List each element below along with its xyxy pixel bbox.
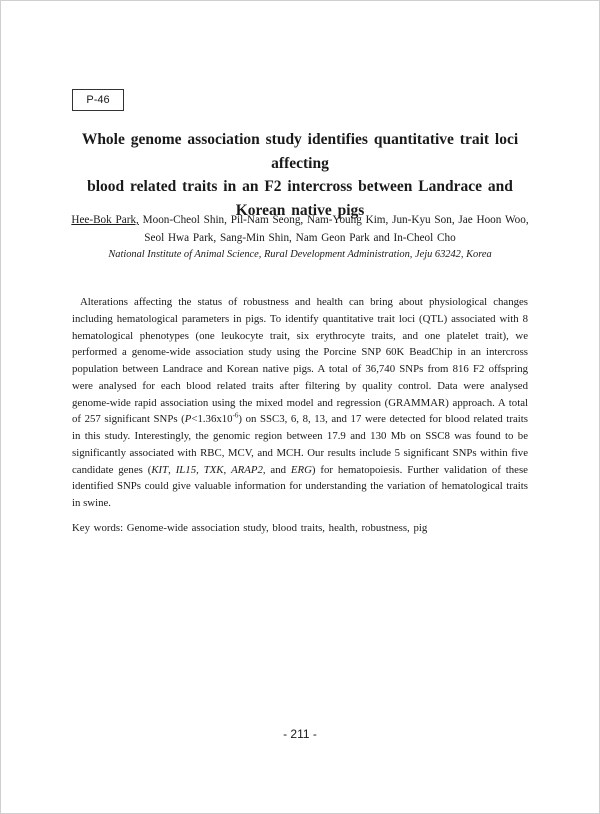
abstract-text: of 257 significant SNPs ( (72, 413, 185, 426)
abstract-text: ) on SSC3, 6, 8, 13, and 17 were detected for blood related traits (238, 413, 529, 426)
p-value-symbol: P (184, 413, 192, 426)
abstract-line: in this study. Interestingly, the genomic region between 17.9 and 130 Mb on SSC8 was found to be (72, 430, 528, 442)
abstract-text: candidate genes ( (72, 463, 152, 476)
page-number: - 211 - (283, 727, 317, 741)
gene-name: KIT (151, 463, 169, 476)
gene-name: IL15 (175, 463, 197, 476)
gene-name: TXK (203, 463, 224, 476)
abstract-text: ) for hematopoiesis. Further validation of these (311, 463, 528, 476)
title-line-2: blood related traits in an F2 intercross between Landrace and (87, 178, 513, 195)
author-line-1 (60, 212, 540, 230)
title-line-1: Whole genome association study identifies quantitative trait loci affecting (81, 131, 519, 172)
author-list (60, 212, 540, 247)
p-value-threshold: <1.36x10 (191, 413, 233, 426)
first-author: Hee-Bok Park, (71, 214, 139, 226)
abstract-line: hematological phenotypes (one leukocyte trait, six erythrocyte traits, and one platelet trait), we (72, 329, 528, 342)
abstract-line: were analysed for each blood related traits after filtering by quality control. Data were analysed (72, 379, 528, 392)
gene-name: ARAP2 (231, 463, 263, 476)
p-value-exponent: -6 (232, 411, 239, 420)
gene-name: ERG (290, 463, 312, 476)
abstract-line: including hematological parameters in pigs. To identify quantitative trait loci (QTL) associated with 8 (72, 312, 528, 325)
abstract-line: identified SNPs could give valuable information for understanding the variation of hematological traits (72, 480, 528, 493)
poster-id-badge: P-46 (72, 89, 124, 111)
keywords: Key words: Genome-wide association study, blood traits, health, robustness, pig (72, 522, 428, 534)
abstract-line (72, 411, 528, 428)
abstract-line: candidate genes (KIT, IL15, TXK, ARAP2, and ERG) for hematopoiesis. Further validation of these (72, 463, 528, 476)
abstract-line: significantly associated with RBC, MCV, and MCH. Our results include 5 significant SNPs within five (72, 446, 528, 459)
abstract-line: Alterations affecting the status of robustness and health can bring about physiological changes (80, 296, 528, 308)
abstract-line: performed a genome-wide association study using the Porcine SNP 60K BeadChip in an intercross (72, 346, 528, 359)
abstract-line: in swine. (72, 497, 111, 509)
abstract (72, 294, 528, 512)
title-line-3: Korean native pigs (235, 201, 365, 219)
co-authors-line-1: Moon-Cheol Shin, Pil-Nam Seong, Nam-Young Kim, Jun-Kyu Son, Jae Hoon Woo, (138, 214, 529, 226)
paper-title (60, 128, 540, 222)
affiliation: National Institute of Animal Science, Rural Development Administration, Jeju 63242, Korea (108, 249, 492, 260)
abstract-line: genome-wide rapid association using the mixed model and regression (GRAMMAR) approach. A total (72, 396, 528, 409)
abstract-line: population between Landrace and Korean native pigs. A total of 36,740 SNPs from 816 F2 offspring (72, 363, 528, 375)
author-line-2: Seol Hwa Park, Sang-Min Shin, Nam Geon Park and In-Cheol Cho (144, 231, 456, 244)
